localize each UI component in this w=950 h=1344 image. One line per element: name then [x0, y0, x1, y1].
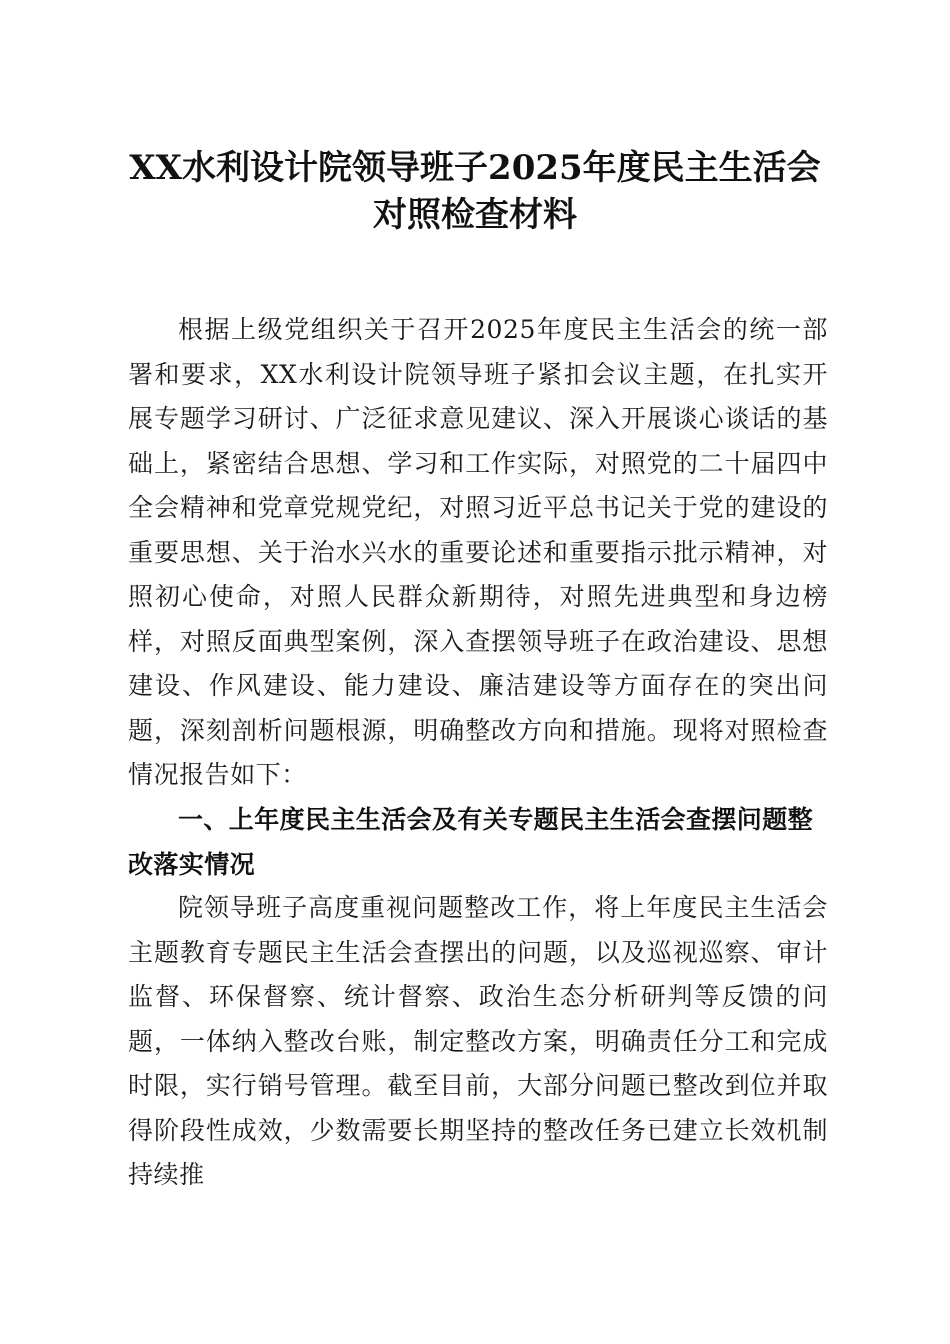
document-title-line-2: 对照检查材料: [373, 195, 577, 235]
section-1-heading: 一、上年度民主生活会及有关专题民主生活会查摆问题整改落实情况: [128, 805, 814, 879]
document-title-line-1: XX水利设计院领导班子2025年度民主生活会: [129, 148, 821, 188]
intro-paragraph: 根据上级党组织关于召开2025年度民主生活会的统一部署和要求，XX水利设计院领导班子紧扣会议主题，在扎实开展专题学习研讨、广泛征求意见建议、深入开展谈心谈话的基础上，紧密结合思想、学习和工作实际，对照党的二十届四中全会精神和党章党规党纪，对照习近平总书记关于党的建设的重要思想、关于治水兴水的重要论述和重要指示批示精神，对照初心使命，对照人民群众新期待，对照先进典型和身边榜样，对照反面典型案例，深入查摆领导班子在政治建设、思想建设、作风建设、能力建设、廉洁建设等方面存在的突出问题，深刻剖析问题根源，明确整改方向和措施。现将对照检查情况报告如下：: [128, 315, 828, 789]
section-1-paragraph: 院领导班子高度重视问题整改工作，将上年度民主生活会主题教育专题民主生活会查摆出的问题，以及巡视巡察、审计监督、环保督察、统计督察、政治生态分析研判等反馈的问题，一体纳入整改台账，制定整改方案，明确责任分工和完成时限，实行销号管理。截至目前，大部分问题已整改到位并取得阶段性成效，少数需要长期坚持的整改任务已建立长效机制持续推: [128, 893, 828, 1189]
